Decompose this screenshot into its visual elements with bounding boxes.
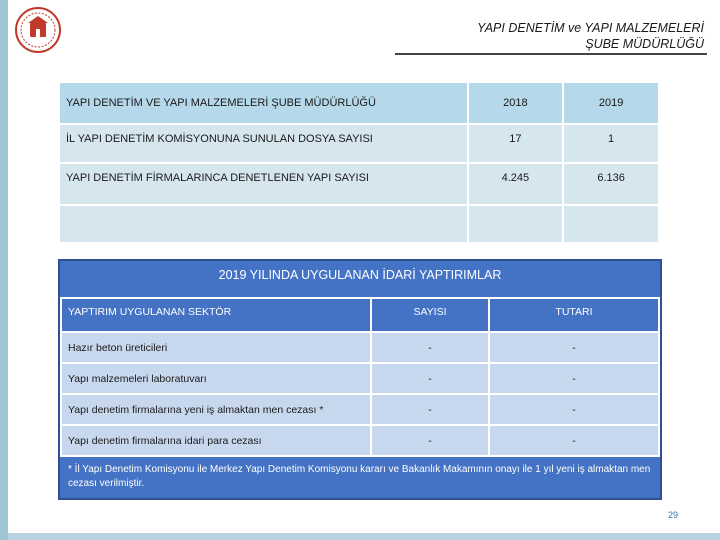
row-value-2019: 1 — [564, 125, 658, 162]
left-decorative-strip — [0, 0, 8, 540]
table-row — [62, 333, 658, 362]
bottom-decorative-bar — [8, 533, 720, 540]
row-value-2018: 4.245 — [469, 164, 563, 204]
table-header-row — [60, 83, 658, 123]
row-label: YAPI DENETİM FİRMALARINCA DENETLENEN YAPI SAYISI — [60, 164, 467, 204]
header-title-line2: ŞUBE MÜDÜRLÜĞÜ — [585, 37, 704, 51]
sanctions-panel — [58, 259, 662, 500]
row-value-2018 — [469, 206, 563, 242]
sanctions-title: 2019 YILINDA UYGULANAN İDARİ YAPTIRIMLAR — [60, 261, 660, 297]
page-header-title — [374, 20, 704, 52]
sanctions-footnote: * İl Yapı Denetim Komisyonu ile Merkez Yapı Denetim Komisyonu kararı ve Bakanlık Makamının onayı ile 1 yıl yeni iş almaktan men cezası verilmiştir. — [60, 457, 660, 498]
header-cell-department: YAPI DENETİM VE YAPI MALZEMELERİ ŞUBE MÜDÜRLÜĞÜ — [60, 83, 467, 123]
header-cell-sector: YAPTIRIM UYGULANAN SEKTÖR — [62, 299, 370, 331]
amount-cell: - — [490, 395, 658, 424]
count-cell: - — [372, 364, 488, 393]
table-row — [60, 164, 658, 204]
header-cell-count: SAYISI — [372, 299, 488, 331]
count-cell: - — [372, 395, 488, 424]
amount-cell: - — [490, 333, 658, 362]
statistics-table — [58, 81, 660, 244]
sanctions-table — [60, 297, 660, 457]
header-cell-2018: 2018 — [469, 83, 563, 123]
page-number: 29 — [667, 510, 678, 520]
amount-cell: - — [490, 426, 658, 455]
sector-cell: Yapı denetim firmalarına yeni iş almaktan men cezası * — [62, 395, 370, 424]
row-label: İL YAPI DENETİM KOMİSYONUNA SUNULAN DOSYA SAYISI — [60, 125, 467, 162]
header-cell-2019: 2019 — [564, 83, 658, 123]
sector-cell: Hazır beton üreticileri — [62, 333, 370, 362]
row-value-2018: 17 — [469, 125, 563, 162]
row-label — [60, 206, 467, 242]
table-row — [62, 364, 658, 393]
header-underline — [395, 53, 707, 55]
table-row-empty — [60, 206, 658, 242]
ministry-emblem-icon — [14, 6, 62, 54]
amount-cell: - — [490, 364, 658, 393]
header-title-line1: YAPI DENETİM ve YAPI MALZEMELERİ — [477, 21, 704, 35]
sector-cell: Yapı denetim firmalarına idari para cezası — [62, 426, 370, 455]
table-row — [62, 395, 658, 424]
table-row — [60, 125, 658, 162]
count-cell: - — [372, 426, 488, 455]
sector-cell: Yapı malzemeleri laboratuvarı — [62, 364, 370, 393]
table-row — [62, 426, 658, 455]
sanctions-header-row — [62, 299, 658, 331]
count-cell: - — [372, 333, 488, 362]
header-cell-amount: TUTARI — [490, 299, 658, 331]
row-value-2019 — [564, 206, 658, 242]
row-value-2019: 6.136 — [564, 164, 658, 204]
